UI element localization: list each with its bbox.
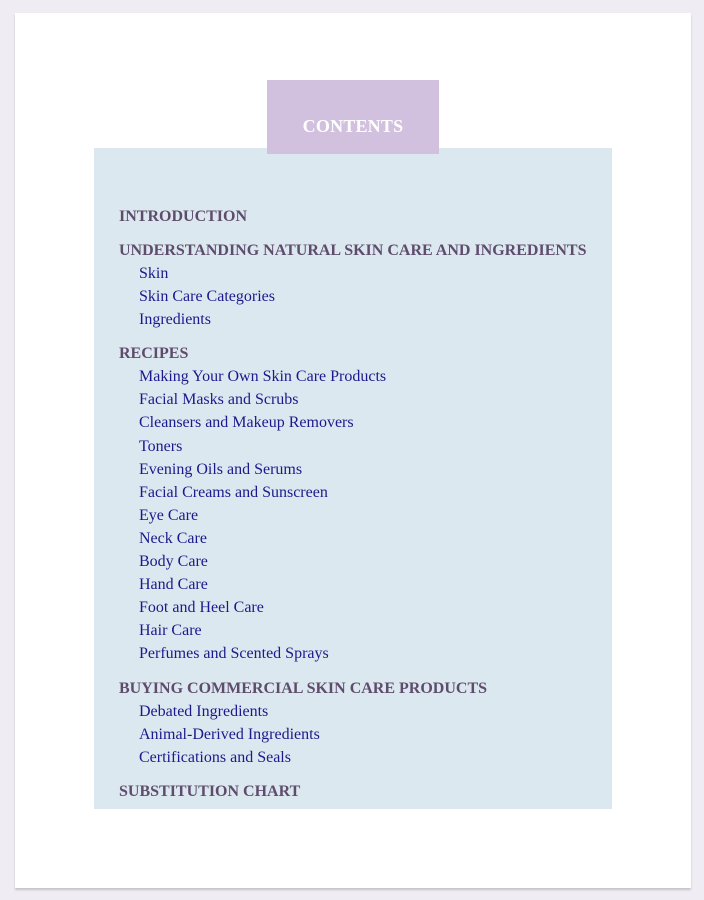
toc-section-understanding: [119, 239, 599, 331]
toc-link-facial-masks[interactable]: Facial Masks and Scrubs: [139, 391, 299, 409]
toc-sublist: [119, 700, 599, 769]
toc-link-animal-derived[interactable]: Animal-Derived Ingredients: [139, 725, 320, 743]
toc-link-evening-oils[interactable]: Evening Oils and Serums: [139, 460, 303, 478]
toc-link-neck-care[interactable]: Neck Care: [139, 529, 207, 547]
toc-heading-understanding[interactable]: UNDERSTANDING NATURAL SKIN CARE AND INGREDIENTS: [119, 242, 587, 259]
toc-link-skin-care-categories[interactable]: Skin Care Categories: [139, 288, 275, 306]
toc-link-debated-ingredients[interactable]: Debated Ingredients: [139, 702, 269, 720]
toc-heading-introduction[interactable]: INTRODUCTION: [119, 208, 248, 225]
toc-heading-buying-commercial[interactable]: BUYING COMMERCIAL SKIN CARE PRODUCTS: [119, 679, 488, 697]
toc-section-buying-commercial: [119, 677, 599, 769]
toc-link-foot-heel-care[interactable]: Foot and Heel Care: [139, 599, 264, 617]
toc-sublist: [119, 262, 599, 331]
toc-link-cleansers[interactable]: Cleansers and Makeup Removers: [139, 414, 354, 432]
toc-link-perfumes[interactable]: Perfumes and Scented Sprays: [139, 645, 329, 663]
toc-link-toners[interactable]: Toners: [139, 437, 183, 455]
toc-section-substitution-chart: [119, 780, 599, 803]
toc-link-skin[interactable]: Skin: [139, 265, 169, 282]
toc-heading-recipes[interactable]: RECIPES: [119, 345, 189, 363]
table-of-contents: [119, 205, 599, 803]
contents-title: CONTENTS: [267, 80, 439, 154]
toc-link-ingredients[interactable]: Ingredients: [139, 311, 211, 329]
toc-heading-substitution-chart[interactable]: SUBSTITUTION CHART: [119, 782, 301, 800]
toc-link-hair-care[interactable]: Hair Care: [139, 622, 202, 640]
toc-link-facial-creams[interactable]: Facial Creams and Sunscreen: [139, 483, 328, 501]
toc-sublist: [119, 365, 599, 665]
toc-link-making-your-own[interactable]: Making Your Own Skin Care Products: [139, 368, 387, 386]
toc-link-certifications[interactable]: Certifications and Seals: [139, 748, 291, 766]
toc-link-body-care[interactable]: Body Care: [139, 553, 208, 571]
toc-section-introduction: [119, 205, 599, 228]
toc-link-eye-care[interactable]: Eye Care: [139, 506, 199, 524]
toc-link-hand-care[interactable]: Hand Care: [139, 576, 208, 594]
toc-section-recipes: [119, 342, 599, 665]
